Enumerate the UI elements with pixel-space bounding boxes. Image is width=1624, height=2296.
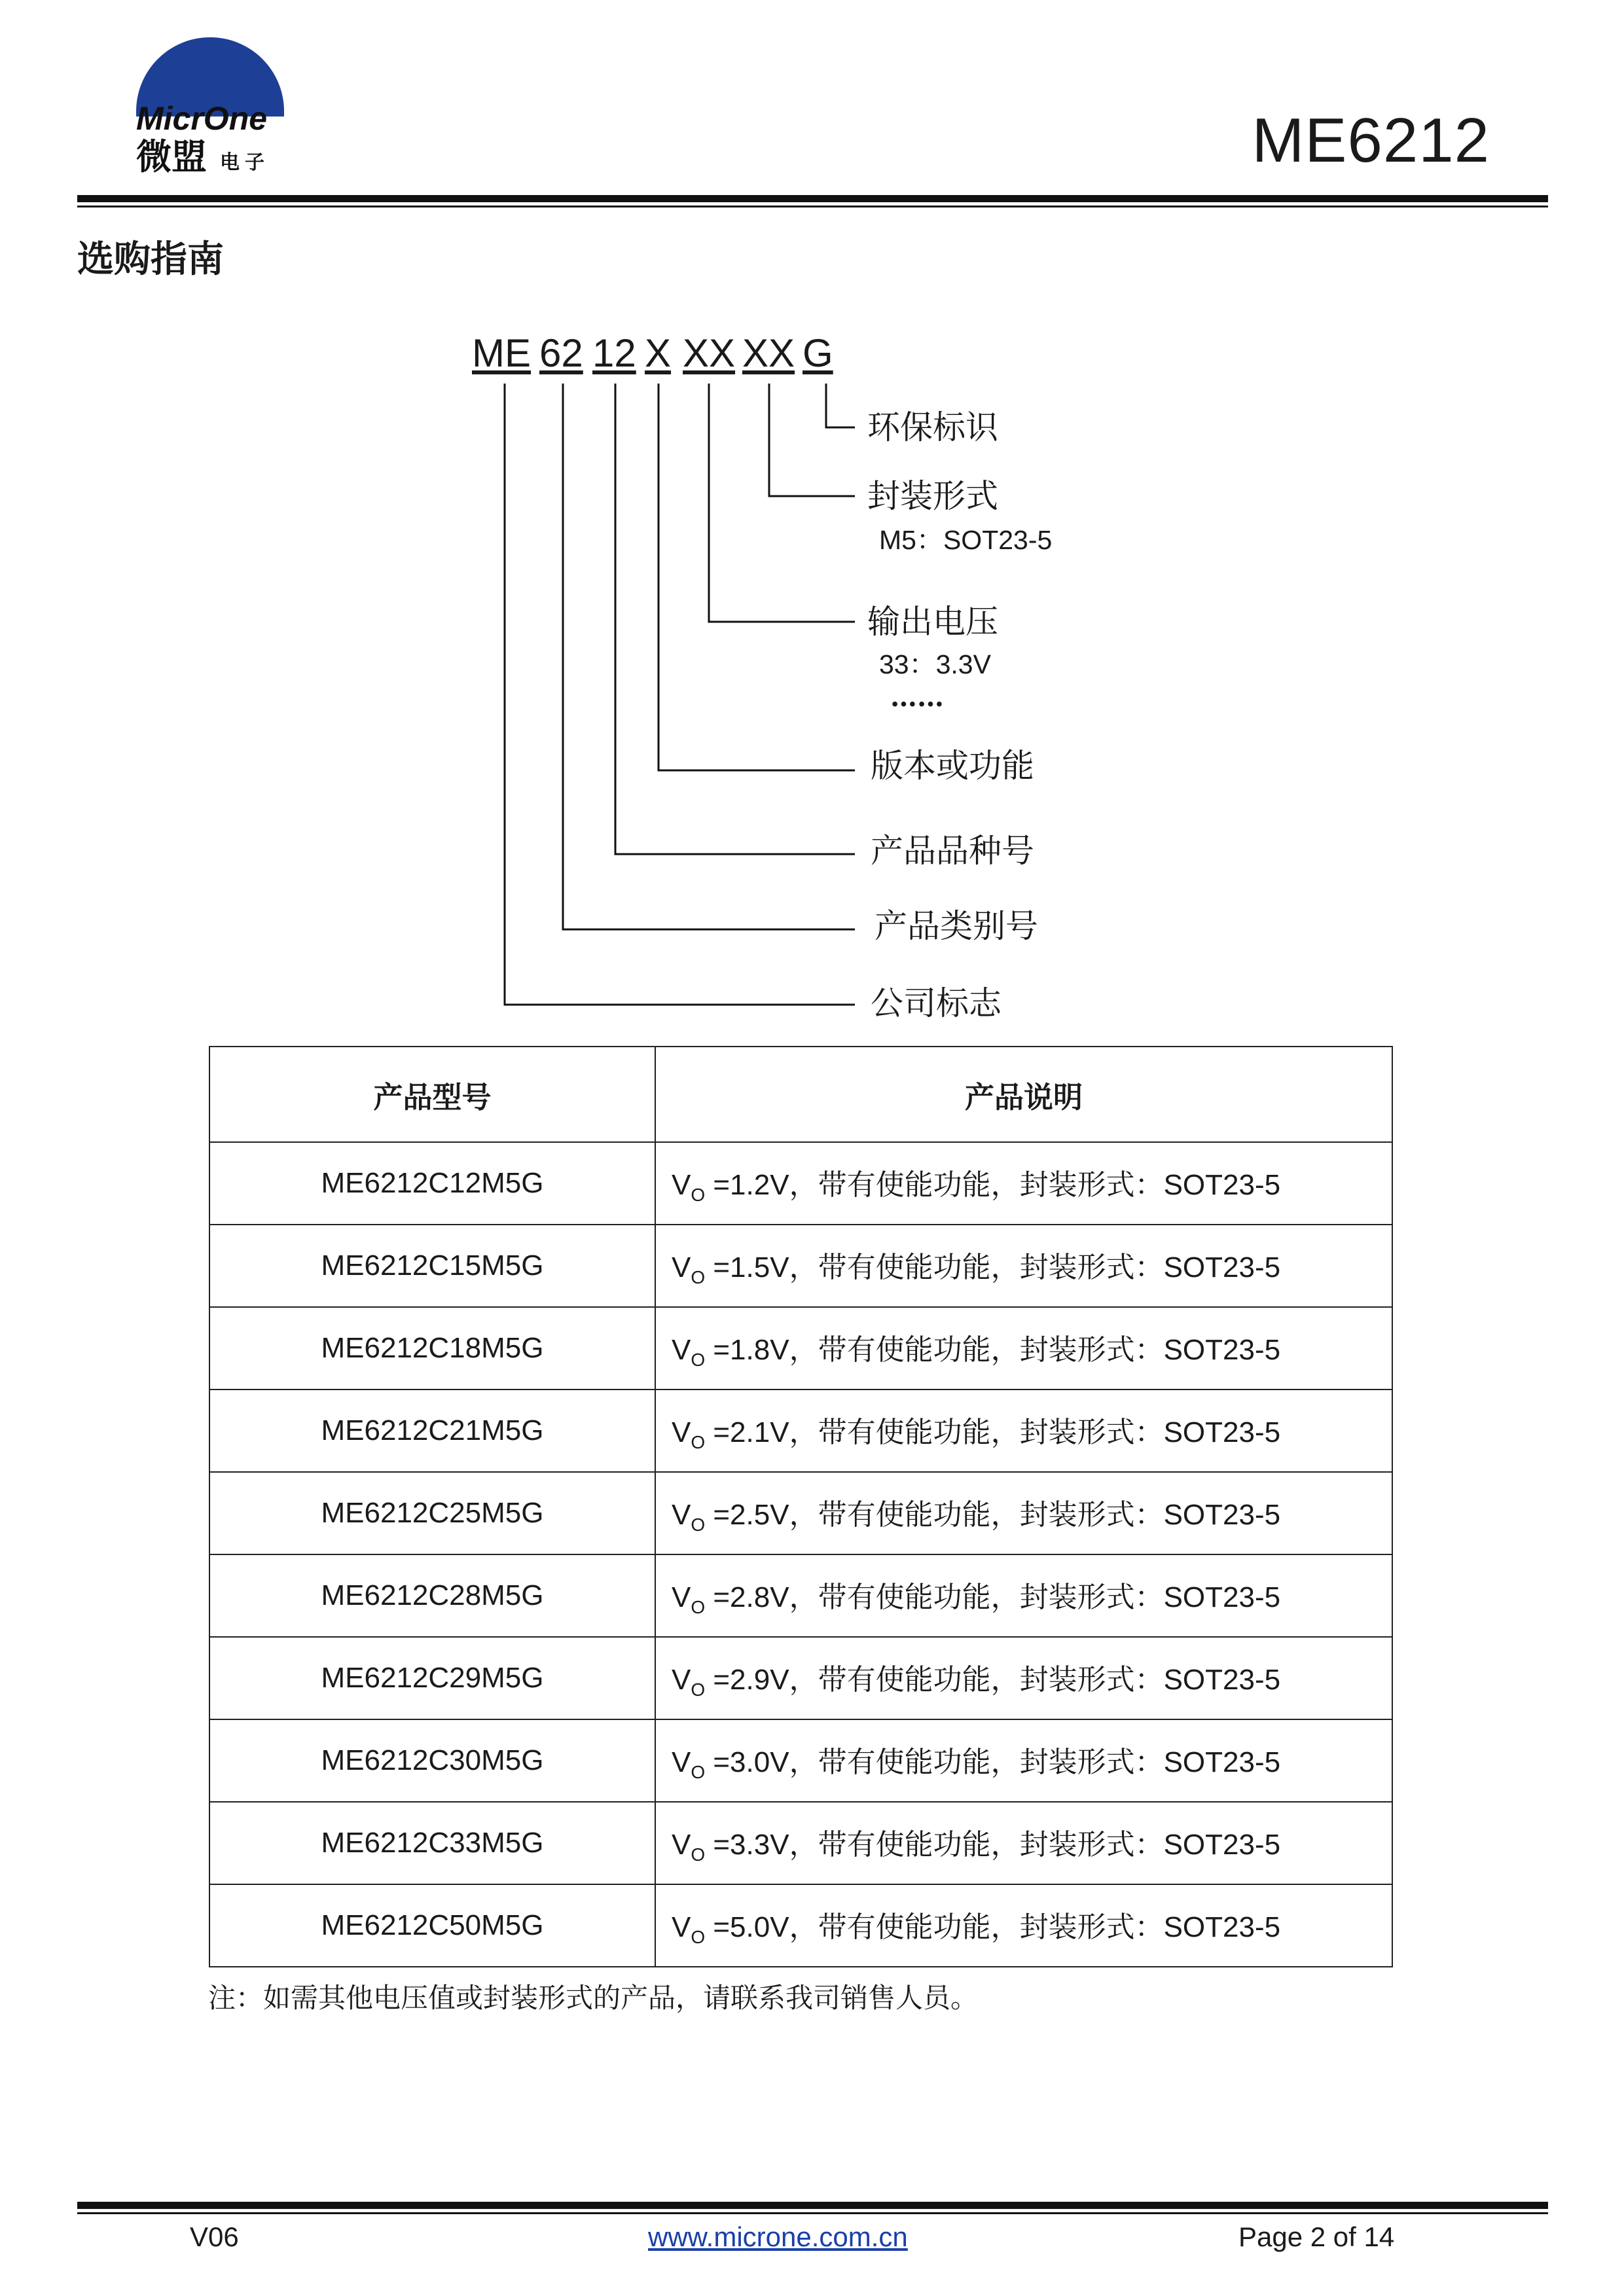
pn-segment-package: XX xyxy=(742,331,795,375)
pn-segment-version: X xyxy=(645,331,672,375)
cell-description xyxy=(655,1637,1392,1719)
voltage-symbol: V xyxy=(672,1911,691,1943)
table-row xyxy=(209,1884,1392,1967)
pn-segment-company: ME xyxy=(472,331,531,375)
company-logo xyxy=(128,33,292,183)
table-row xyxy=(209,1142,1392,1225)
description-text: =3.0V，带有使能功能，封装形式：SOT23-5 xyxy=(705,1746,1281,1778)
cell-part-number: ME6212C29M5G xyxy=(209,1637,655,1719)
voltage-subscript: O xyxy=(691,1844,706,1865)
label-package-example: M5：SOT23-5 xyxy=(879,525,1053,555)
logo-mark xyxy=(128,33,292,183)
cell-description xyxy=(655,1802,1392,1884)
voltage-symbol: V xyxy=(672,1334,691,1366)
header-rule-thick xyxy=(77,195,1548,202)
cell-description xyxy=(655,1884,1392,1967)
voltage-symbol: V xyxy=(672,1746,691,1778)
voltage-symbol: V xyxy=(672,1499,691,1531)
label-company: 公司标志 xyxy=(871,984,1001,1022)
cell-part-number: ME6212C30M5G xyxy=(209,1719,655,1802)
table-row xyxy=(209,1637,1392,1719)
cell-part-number: ME6212C28M5G xyxy=(209,1554,655,1637)
pn-segment-green: G xyxy=(803,331,833,375)
cell-description xyxy=(655,1142,1392,1225)
footnote: 注：如需其他电压值或封装形式的产品，请联系我司销售人员。 xyxy=(208,1982,979,2014)
label-category: 产品类别号 xyxy=(875,907,1038,945)
voltage-symbol: V xyxy=(672,1169,691,1201)
description-text: =2.5V，带有使能功能，封装形式：SOT23-5 xyxy=(705,1499,1281,1531)
voltage-symbol: V xyxy=(672,1251,691,1283)
pn-segment-category: 62 xyxy=(539,331,583,375)
voltage-symbol: V xyxy=(672,1829,691,1861)
voltage-symbol: V xyxy=(672,1416,691,1448)
footer-rule-thin xyxy=(77,2212,1548,2214)
header-description: 产品说明 xyxy=(655,1047,1392,1142)
voltage-symbol: V xyxy=(672,1581,691,1613)
cell-description xyxy=(655,1390,1392,1472)
header-part-number: 产品型号 xyxy=(209,1047,655,1142)
cell-part-number: ME6212C18M5G xyxy=(209,1307,655,1390)
voltage-subscript: O xyxy=(691,1762,706,1782)
table-row xyxy=(209,1225,1392,1307)
table-row xyxy=(209,1719,1392,1802)
logo-brand-text: MicrOne xyxy=(136,100,268,137)
voltage-subscript: O xyxy=(691,1679,706,1700)
table-row xyxy=(209,1390,1392,1472)
label-voltage-more: …… xyxy=(890,681,944,713)
label-version: 版本或功能 xyxy=(871,747,1034,785)
table-row xyxy=(209,1307,1392,1390)
logo-cn-suffix: 电子 xyxy=(220,151,270,174)
voltage-subscript: O xyxy=(691,1350,706,1370)
description-text: =1.8V，带有使能功能，封装形式：SOT23-5 xyxy=(705,1334,1281,1366)
header-rule-thin xyxy=(77,206,1548,207)
cell-part-number: ME6212C12M5G xyxy=(209,1142,655,1225)
logo-cn-name: 微盟 xyxy=(136,136,207,177)
description-text: =2.8V，带有使能功能，封装形式：SOT23-5 xyxy=(705,1581,1281,1613)
table-header-row xyxy=(209,1047,1392,1142)
label-voltage: 输出电压 xyxy=(867,603,998,641)
voltage-subscript: O xyxy=(691,1597,706,1617)
cell-description xyxy=(655,1472,1392,1554)
voltage-subscript: O xyxy=(691,1267,706,1287)
description-text: =1.5V，带有使能功能，封装形式：SOT23-5 xyxy=(705,1251,1281,1283)
voltage-subscript: O xyxy=(691,1432,706,1452)
cell-description xyxy=(655,1554,1392,1637)
footer-version: V06 xyxy=(190,2221,239,2252)
description-text: =2.9V，带有使能功能，封装形式：SOT23-5 xyxy=(705,1664,1281,1696)
description-text: =1.2V，带有使能功能，封装形式：SOT23-5 xyxy=(705,1169,1281,1201)
document-title: ME6212 xyxy=(1252,105,1490,175)
description-text: =2.1V，带有使能功能，封装形式：SOT23-5 xyxy=(705,1416,1281,1448)
description-text: =3.3V，带有使能功能，封装形式：SOT23-5 xyxy=(705,1829,1281,1861)
cell-part-number: ME6212C21M5G xyxy=(209,1390,655,1472)
table-row xyxy=(209,1554,1392,1637)
cell-part-number: ME6212C50M5G xyxy=(209,1884,655,1967)
pn-segment-variant: 12 xyxy=(592,331,636,375)
section-title: 选购指南 xyxy=(77,238,224,281)
label-green: 环保标识 xyxy=(867,408,998,446)
voltage-symbol: V xyxy=(672,1664,691,1696)
part-number-diagram xyxy=(458,327,1113,1047)
footer-website-link[interactable]: www.microne.com.cn xyxy=(648,2221,908,2252)
cell-description xyxy=(655,1719,1392,1802)
pn-segment-voltage: XX xyxy=(683,331,736,375)
cell-description xyxy=(655,1307,1392,1390)
voltage-subscript: O xyxy=(691,1185,706,1205)
voltage-subscript: O xyxy=(691,1927,706,1947)
footer-page-number: Page 2 of 14 xyxy=(1238,2221,1395,2252)
table-body xyxy=(209,1142,1392,1967)
cell-description xyxy=(655,1225,1392,1307)
label-package: 封装形式 xyxy=(867,477,998,515)
cell-part-number: ME6212C15M5G xyxy=(209,1225,655,1307)
voltage-subscript: O xyxy=(691,1515,706,1535)
cell-part-number: ME6212C25M5G xyxy=(209,1472,655,1554)
table-row xyxy=(209,1472,1392,1554)
footer-rule-thick xyxy=(77,2202,1548,2209)
label-voltage-example: 33：3.3V xyxy=(879,649,991,679)
label-variant: 产品品种号 xyxy=(871,832,1034,870)
description-text: =5.0V，带有使能功能，封装形式：SOT23-5 xyxy=(705,1911,1281,1943)
ordering-table xyxy=(209,1046,1393,1967)
table-row xyxy=(209,1802,1392,1884)
cell-part-number: ME6212C33M5G xyxy=(209,1802,655,1884)
